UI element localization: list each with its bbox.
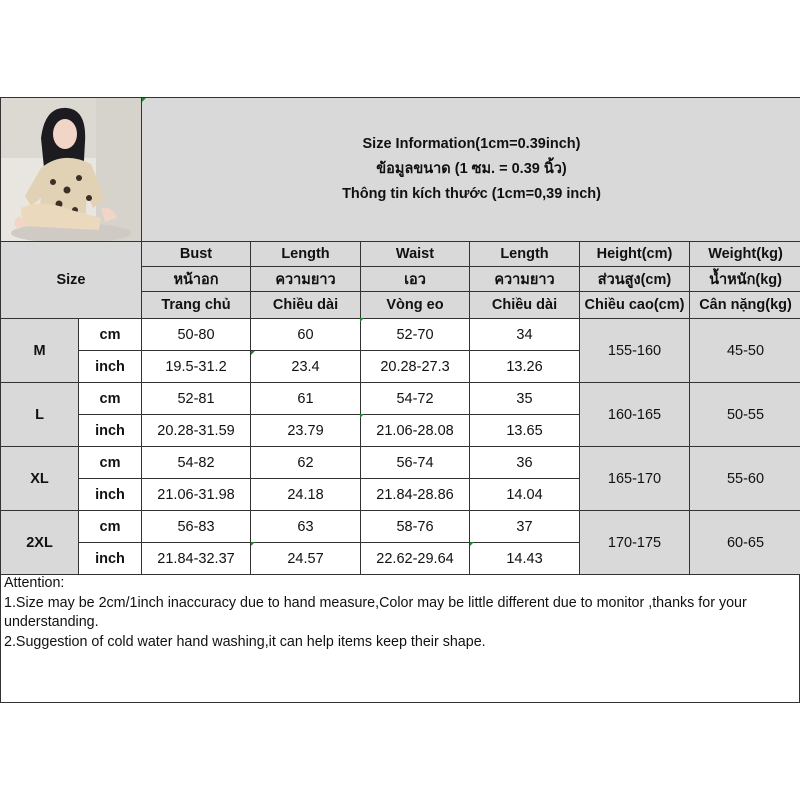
height-range: 170-175 [580,511,690,575]
length-inch: 23.4 [251,351,361,383]
weight-range: 55-60 [690,447,800,511]
header-bust-vi: Trang chủ [142,292,251,319]
header-bust-en: Bust [142,242,251,267]
header-length-vi: Chiều dài [251,292,361,319]
size-table [0,97,800,575]
header-length-th: ความยาว [251,267,361,292]
bust-cm: 50-80 [142,319,251,351]
unit-inch: inch [79,415,142,447]
header-height-vi: Chiều cao(cm) [580,292,690,319]
waist-cm: 54-72 [361,383,470,415]
cell-marker [360,414,364,418]
unit-inch: inch [79,479,142,511]
weight-range: 45-50 [690,319,800,383]
unit-cm: cm [79,511,142,543]
length2-cm: 37 [470,511,580,543]
length2-cm: 34 [470,319,580,351]
length2-inch: 13.26 [470,351,580,383]
unit-inch: inch [79,351,142,383]
length-cm: 60 [251,319,361,351]
waist-inch: 20.28-27.3 [361,351,470,383]
table-row [1,383,800,415]
attention-note-1: 1.Size may be 2cm/1inch inaccuracy due to hand measure,Color may be little different due to monitor ,thanks for your understanding. [4,594,747,630]
length-cm: 61 [251,383,361,415]
length-inch: 24.18 [251,479,361,511]
unit-cm: cm [79,319,142,351]
attention-note-2: 2.Suggestion of cold water hand washing,it can help items keep their shape. [4,633,486,650]
header-weight-th: น้ำหนัก(kg) [690,267,800,292]
cell-marker [470,542,474,546]
header-length2-en: Length [470,242,580,267]
bust-cm: 56-83 [142,511,251,543]
header-waist-vi: Vòng eo [361,292,470,319]
table-row [1,447,800,479]
unit-inch: inch [79,543,142,575]
length2-inch: 14.04 [470,479,580,511]
size-label-2xl: 2XL [1,511,79,575]
size-info-heading [142,98,800,242]
size-chart [0,97,800,703]
weight-range: 60-65 [690,511,800,575]
header-length2-th: ความยาว [470,267,580,292]
cell-marker [360,318,364,322]
waist-cm: 58-76 [361,511,470,543]
header-bust-th: หน้าอก [142,267,251,292]
size-label-m: M [1,319,79,383]
waist-inch: 21.06-28.08 [361,415,470,447]
length-inch: 24.57 [251,543,361,575]
size-info-english: Size Information(1cm=0.39inch) [362,136,581,152]
length-inch: 23.79 [251,415,361,447]
cell-marker [142,98,146,102]
cell-marker [251,542,255,546]
header-height-th: ส่วนสูง(cm) [580,267,690,292]
length-cm: 63 [251,511,361,543]
bust-inch: 19.5-31.2 [142,351,251,383]
length2-inch: 13.65 [470,415,580,447]
size-info-vietnamese: Thông tin kích thước (1cm=0,39 inch) [342,186,601,202]
waist-cm: 56-74 [361,447,470,479]
bust-inch: 21.84-32.37 [142,543,251,575]
length2-cm: 35 [470,383,580,415]
size-info-thai: ข้อมูลขนาด (1 ซม. = 0.39 นิ้ว) [376,161,567,177]
attention-notes [4,574,794,652]
height-range: 165-170 [580,447,690,511]
size-column-title: Size [1,242,142,319]
waist-inch: 22.62-29.64 [361,543,470,575]
waist-cm: 52-70 [361,319,470,351]
unit-cm: cm [79,383,142,415]
bust-cm: 52-81 [142,383,251,415]
header-waist-en: Waist [361,242,470,267]
header-length-en: Length [251,242,361,267]
cell-marker [251,351,255,355]
header-waist-th: เอว [361,267,470,292]
size-label-l: L [1,383,79,447]
weight-range: 50-55 [690,383,800,447]
table-row [1,319,800,351]
bust-inch: 20.28-31.59 [142,415,251,447]
header-length2-vi: Chiều dài [470,292,580,319]
header-weight-en: Weight(kg) [690,242,800,267]
header-height-en: Height(cm) [580,242,690,267]
waist-inch: 21.84-28.86 [361,479,470,511]
bust-inch: 21.06-31.98 [142,479,251,511]
model-photo-illustration [1,98,141,241]
model-photo [1,98,141,241]
attention-title: Attention: [4,575,65,591]
unit-cm: cm [79,447,142,479]
model-photo-cell [1,98,142,242]
height-range: 160-165 [580,383,690,447]
header-weight-vi: Cân nặng(kg) [690,292,800,319]
table-row [1,511,800,543]
length2-cm: 36 [470,447,580,479]
size-label-xl: XL [1,447,79,511]
height-range: 155-160 [580,319,690,383]
bust-cm: 54-82 [142,447,251,479]
length2-inch: 14.43 [470,543,580,575]
length-cm: 62 [251,447,361,479]
